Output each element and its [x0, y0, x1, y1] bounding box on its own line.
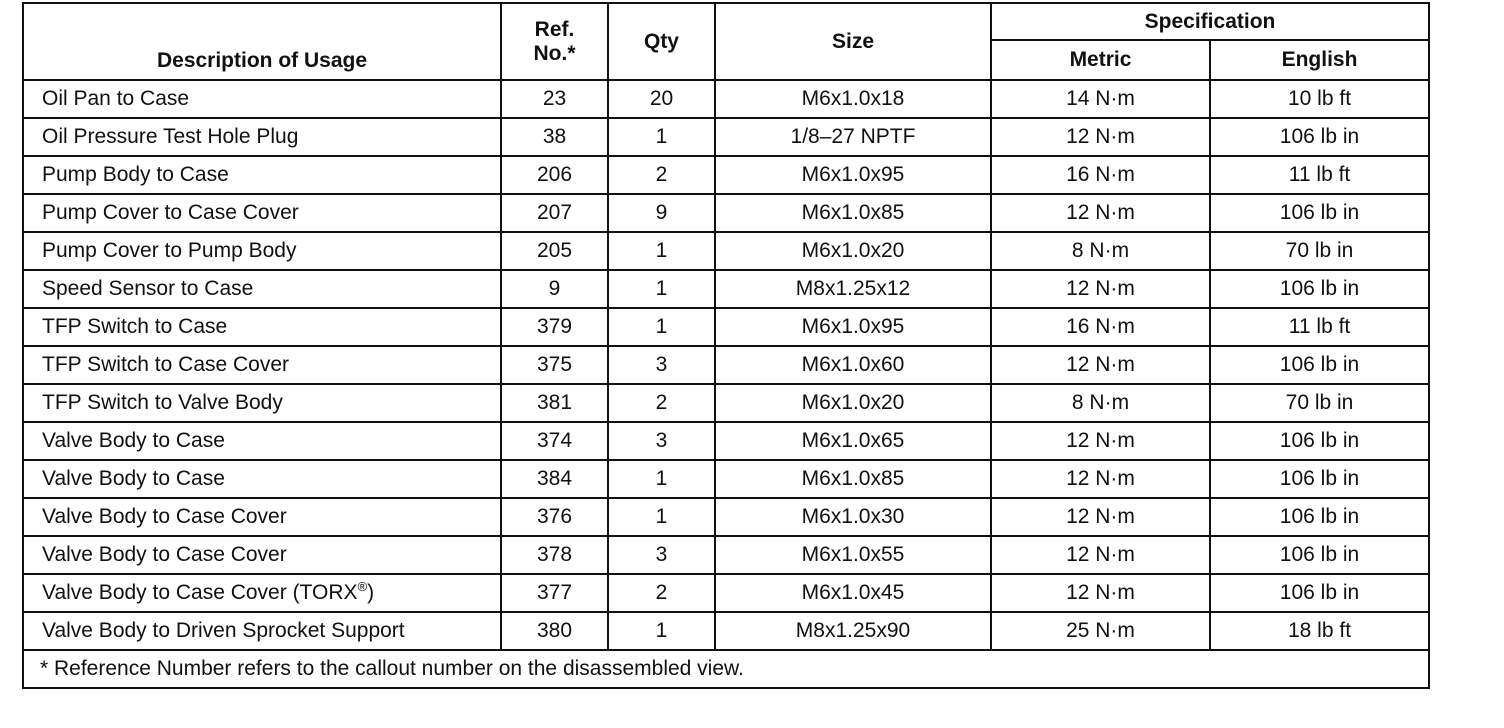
cell-ref-no: 384	[501, 460, 608, 498]
description-text: Valve Body to Case Cover	[42, 505, 287, 528]
footnote-row	[23, 650, 1429, 688]
cell-english: 106 lb in	[1210, 574, 1429, 612]
cell-size: M6x1.0x65	[715, 422, 991, 460]
description-text: Oil Pan to Case	[42, 87, 190, 110]
cell-english: 106 lb in	[1210, 194, 1429, 232]
cell-metric: 16 N·m	[991, 156, 1210, 194]
cell-description	[23, 460, 501, 498]
table-row	[23, 232, 1429, 270]
cell-metric: 12 N·m	[991, 460, 1210, 498]
cell-description	[23, 498, 501, 536]
cell-size: M6x1.0x85	[715, 194, 991, 232]
header-ref-line2: No.*	[533, 41, 576, 65]
cell-metric: 12 N·m	[991, 574, 1210, 612]
cell-ref-no: 9	[501, 270, 608, 308]
cell-metric: 12 N·m	[991, 422, 1210, 460]
cell-ref-no: 38	[501, 118, 608, 156]
cell-size: M6x1.0x60	[715, 346, 991, 384]
table-body	[23, 80, 1429, 650]
table-row	[23, 422, 1429, 460]
cell-description	[23, 194, 501, 232]
header-size: Size	[715, 3, 991, 80]
cell-qty: 3	[608, 536, 715, 574]
cell-metric: 12 N·m	[991, 498, 1210, 536]
header-ref-line1: Ref.	[534, 17, 575, 41]
description-text: TFP Switch to Case	[42, 315, 228, 338]
cell-size: M6x1.0x18	[715, 80, 991, 118]
description-text: Valve Body to Case Cover (TORX	[42, 581, 358, 604]
cell-metric: 12 N·m	[991, 194, 1210, 232]
description-text: Valve Body to Driven Sprocket Support	[42, 619, 405, 642]
cell-english: 70 lb in	[1210, 232, 1429, 270]
header-metric: Metric	[991, 40, 1210, 80]
cell-description	[23, 270, 501, 308]
cell-qty: 1	[608, 232, 715, 270]
cell-qty: 9	[608, 194, 715, 232]
cell-ref-no: 378	[501, 536, 608, 574]
cell-english: 11 lb ft	[1210, 156, 1429, 194]
cell-english: 106 lb in	[1210, 460, 1429, 498]
cell-ref-no: 207	[501, 194, 608, 232]
table-row	[23, 308, 1429, 346]
header-row-top	[23, 3, 1429, 40]
table-row	[23, 118, 1429, 156]
table-row	[23, 384, 1429, 422]
registered-mark: ®	[357, 579, 368, 594]
description-text: Valve Body to Case	[42, 429, 225, 452]
cell-english: 106 lb in	[1210, 118, 1429, 156]
table-row	[23, 536, 1429, 574]
cell-description	[23, 422, 501, 460]
cell-metric: 14 N·m	[991, 80, 1210, 118]
cell-english: 106 lb in	[1210, 536, 1429, 574]
cell-english: 106 lb in	[1210, 422, 1429, 460]
cell-description	[23, 118, 501, 156]
cell-metric: 8 N·m	[991, 232, 1210, 270]
footnote: * Reference Number refers to the callout number on the disassembled view.	[23, 650, 1429, 688]
cell-metric: 12 N·m	[991, 536, 1210, 574]
cell-english: 106 lb in	[1210, 346, 1429, 384]
table-row	[23, 498, 1429, 536]
cell-description	[23, 346, 501, 384]
torque-spec-table	[22, 2, 1430, 689]
cell-size: M8x1.25x90	[715, 612, 991, 650]
cell-ref-no: 23	[501, 80, 608, 118]
cell-size: 1/8–27 NPTF	[715, 118, 991, 156]
cell-size: M6x1.0x95	[715, 156, 991, 194]
cell-description	[23, 384, 501, 422]
description-text: Valve Body to Case	[42, 467, 225, 490]
cell-english: 18 lb ft	[1210, 612, 1429, 650]
description-text: TFP Switch to Case Cover	[42, 353, 290, 376]
description-text: Pump Body to Case	[42, 163, 229, 186]
cell-description	[23, 612, 501, 650]
cell-metric: 25 N·m	[991, 612, 1210, 650]
table-row	[23, 612, 1429, 650]
cell-size: M6x1.0x95	[715, 308, 991, 346]
cell-english: 11 lb ft	[1210, 308, 1429, 346]
cell-ref-no: 376	[501, 498, 608, 536]
cell-ref-no: 377	[501, 574, 608, 612]
header-english: English	[1210, 40, 1429, 80]
cell-metric: 12 N·m	[991, 270, 1210, 308]
cell-english: 106 lb in	[1210, 498, 1429, 536]
table-row	[23, 574, 1429, 612]
cell-metric: 16 N·m	[991, 308, 1210, 346]
description-text: Oil Pressure Test Hole Plug	[42, 125, 299, 148]
cell-metric: 8 N·m	[991, 384, 1210, 422]
table-row	[23, 346, 1429, 384]
cell-ref-no: 379	[501, 308, 608, 346]
cell-description	[23, 156, 501, 194]
cell-qty: 3	[608, 346, 715, 384]
cell-description	[23, 536, 501, 574]
table-row	[23, 156, 1429, 194]
description-text: TFP Switch to Valve Body	[42, 391, 283, 414]
description-tail: )	[367, 581, 375, 604]
table-row	[23, 80, 1429, 118]
cell-description	[23, 308, 501, 346]
cell-ref-no: 380	[501, 612, 608, 650]
header-qty: Qty	[608, 3, 715, 80]
description-text: Valve Body to Case Cover	[42, 543, 287, 566]
table-row	[23, 460, 1429, 498]
cell-description	[23, 232, 501, 270]
cell-metric: 12 N·m	[991, 346, 1210, 384]
description-text: Speed Sensor to Case	[42, 277, 254, 300]
cell-qty: 2	[608, 574, 715, 612]
cell-qty: 2	[608, 156, 715, 194]
description-text: Pump Cover to Pump Body	[42, 239, 297, 262]
cell-size: M6x1.0x45	[715, 574, 991, 612]
cell-size: M6x1.0x55	[715, 536, 991, 574]
header-specification: Specification	[991, 3, 1429, 40]
cell-metric: 12 N·m	[991, 118, 1210, 156]
table-row	[23, 270, 1429, 308]
cell-qty: 20	[608, 80, 715, 118]
cell-description	[23, 80, 501, 118]
cell-qty: 1	[608, 460, 715, 498]
cell-qty: 1	[608, 612, 715, 650]
table-row	[23, 194, 1429, 232]
cell-qty: 1	[608, 118, 715, 156]
cell-size: M6x1.0x20	[715, 384, 991, 422]
cell-english: 70 lb in	[1210, 384, 1429, 422]
cell-size: M8x1.25x12	[715, 270, 991, 308]
cell-ref-no: 206	[501, 156, 608, 194]
cell-ref-no: 381	[501, 384, 608, 422]
cell-english: 10 lb ft	[1210, 80, 1429, 118]
cell-qty: 1	[608, 308, 715, 346]
cell-qty: 1	[608, 498, 715, 536]
header-ref-no	[501, 3, 608, 80]
cell-size: M6x1.0x30	[715, 498, 991, 536]
cell-ref-no: 374	[501, 422, 608, 460]
cell-english: 106 lb in	[1210, 270, 1429, 308]
cell-size: M6x1.0x85	[715, 460, 991, 498]
cell-qty: 3	[608, 422, 715, 460]
description-text: Pump Cover to Case Cover	[42, 201, 299, 224]
cell-description	[23, 574, 501, 612]
cell-ref-no: 205	[501, 232, 608, 270]
cell-size: M6x1.0x20	[715, 232, 991, 270]
cell-qty: 2	[608, 384, 715, 422]
torque-spec-sheet	[22, 2, 1428, 722]
cell-ref-no: 375	[501, 346, 608, 384]
header-description: Description of Usage	[23, 3, 501, 80]
cell-qty: 1	[608, 270, 715, 308]
